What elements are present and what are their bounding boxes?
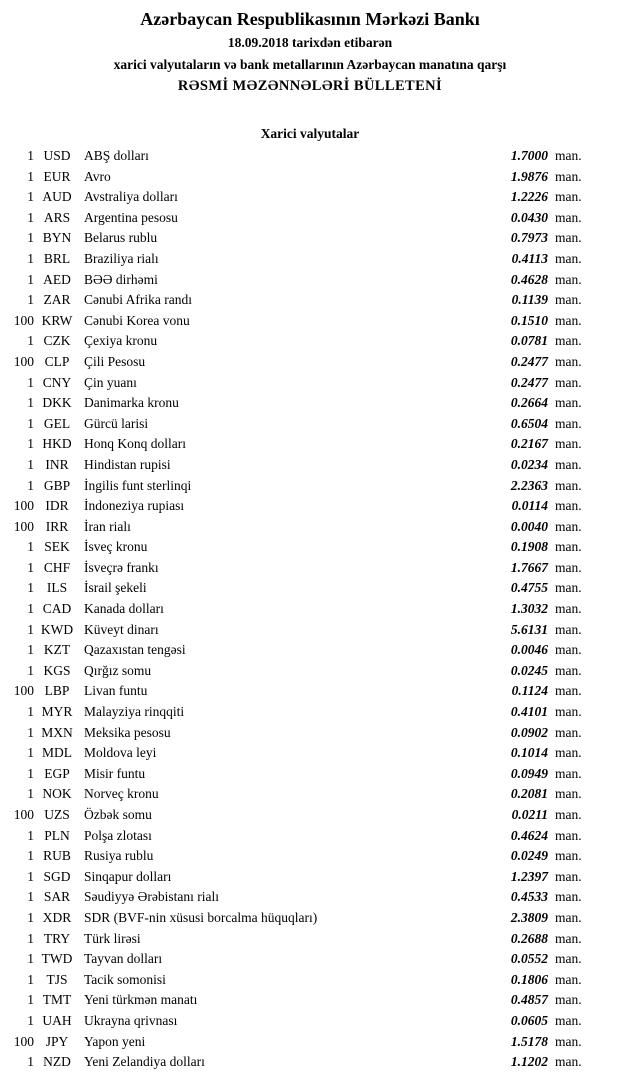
unit-cell: man. <box>555 642 582 658</box>
unit-cell: man. <box>555 353 582 369</box>
unit-cell: man. <box>555 683 582 699</box>
code-cell: ZAR <box>43 292 71 308</box>
name-cell: İsrail şekeli <box>84 580 147 596</box>
unit-cell: man. <box>555 601 582 617</box>
rate-row <box>4 537 592 558</box>
code-cell: MDL <box>42 745 72 761</box>
unit-cell: man. <box>555 704 582 720</box>
name-cell: Braziliya rialı <box>84 250 159 266</box>
rate-row <box>4 146 592 167</box>
code-cell: GBP <box>43 477 71 493</box>
rate-cell: 0.0245 <box>510 662 548 678</box>
unit-cell: man. <box>555 951 582 967</box>
rate-row <box>4 743 592 764</box>
rate-row <box>4 723 592 744</box>
rate-row <box>4 455 592 476</box>
rate-row <box>4 640 592 661</box>
qty-cell: 1 <box>27 930 34 946</box>
rate-row <box>4 476 592 497</box>
rate-row <box>4 1032 592 1053</box>
rate-cell: 0.0211 <box>511 807 548 822</box>
rate-row <box>4 414 592 435</box>
name-cell: Belarus rublu <box>84 230 158 246</box>
qty-cell: 1 <box>27 395 34 411</box>
rate-row <box>4 517 592 538</box>
qty-cell: 100 <box>13 1033 34 1049</box>
rate-cell: 0.2688 <box>510 930 548 946</box>
unit-cell: man. <box>555 456 582 472</box>
rate-row <box>4 805 592 826</box>
code-cell: TJS <box>46 971 68 987</box>
unit-cell: man. <box>555 786 582 802</box>
rate-cell: 5.6131 <box>510 621 548 637</box>
name-cell: Hindistan rupisi <box>84 456 171 472</box>
qty-cell: 1 <box>27 539 34 555</box>
rate-cell: 1.7667 <box>510 559 548 575</box>
code-cell: TRY <box>43 930 71 946</box>
rate-row <box>4 434 592 455</box>
rate-cell: 0.1014 <box>510 745 548 761</box>
qty-cell: 100 <box>13 807 34 822</box>
rate-cell: 2.3809 <box>510 909 548 925</box>
unit-cell: man. <box>555 189 582 205</box>
rate-cell: 0.2167 <box>510 436 548 452</box>
code-cell: PLN <box>44 827 70 843</box>
rate-cell: 0.0046 <box>510 642 548 658</box>
name-cell: Misir funtu <box>84 765 146 781</box>
unit-cell: man. <box>555 209 582 225</box>
code-cell: NZD <box>43 1054 71 1070</box>
qty-cell: 1 <box>27 374 34 390</box>
qty-cell: 1 <box>27 601 34 617</box>
qty-cell: 1 <box>27 909 34 925</box>
rate-cell: 1.2397 <box>510 868 548 884</box>
code-cell: CLP <box>44 353 70 369</box>
name-cell: Honq Konq dolları <box>84 436 186 452</box>
name-cell: İran rialı <box>84 518 131 534</box>
rate-row <box>4 620 592 641</box>
bulletin-header <box>0 6 620 98</box>
qty-cell: 1 <box>27 436 34 452</box>
rate-row <box>4 949 592 970</box>
qty-cell: 1 <box>27 230 34 246</box>
rate-row <box>4 352 592 373</box>
name-cell: Yapon yeni <box>84 1033 146 1049</box>
unit-cell: man. <box>555 539 582 555</box>
unit-cell: man. <box>555 724 582 740</box>
qty-cell: 1 <box>27 1054 34 1070</box>
bulletin-title: RƏSMİ MƏZƏNNƏLƏRİ BÜLLETENİ <box>177 78 443 94</box>
rate-row <box>4 187 592 208</box>
qty-cell: 100 <box>13 312 34 328</box>
unit-cell: man. <box>555 807 582 822</box>
rate-row <box>4 681 592 702</box>
rate-row <box>4 867 592 888</box>
unit-cell: man. <box>555 148 582 163</box>
code-cell: LBP <box>44 683 70 699</box>
code-cell: GEL <box>43 415 71 431</box>
rate-cell: 0.1510 <box>510 312 548 328</box>
unit-cell: man. <box>555 477 582 493</box>
unit-cell: man. <box>555 621 582 637</box>
code-cell: DKK <box>42 395 72 411</box>
unit-cell: man. <box>555 559 582 575</box>
unit-cell: man. <box>555 436 582 452</box>
name-cell: İngilis funt sterlinqi <box>84 477 192 493</box>
code-cell: AUD <box>42 189 72 205</box>
unit-cell: man. <box>555 1054 582 1070</box>
unit-cell: man. <box>555 374 582 390</box>
name-cell: Norveç kronu <box>84 786 159 802</box>
qty-cell: 1 <box>27 621 34 637</box>
unit-cell: man. <box>555 250 582 266</box>
rate-cell: 0.6504 <box>510 415 548 431</box>
qty-cell: 1 <box>27 724 34 740</box>
code-cell: SGD <box>43 868 71 884</box>
unit-cell: man. <box>555 889 582 905</box>
qty-cell: 1 <box>27 971 34 987</box>
subtitle-line: xarici valyutaların və bank metallarının Azərbaycan manatına qarşı <box>113 57 507 72</box>
rate-cell: 2.2363 <box>510 477 548 493</box>
code-cell: EGP <box>44 765 70 781</box>
name-cell: Tacik somonisi <box>84 971 166 987</box>
rate-cell: 0.1139 <box>511 292 548 308</box>
unit-cell: man. <box>555 168 582 184</box>
qty-cell: 1 <box>27 827 34 843</box>
qty-cell: 1 <box>27 415 34 431</box>
rate-row <box>4 167 592 188</box>
rate-row <box>4 270 592 291</box>
code-cell: TWD <box>41 951 73 967</box>
rate-cell: 0.0781 <box>510 333 548 349</box>
rate-row <box>4 826 592 847</box>
unit-cell: man. <box>555 827 582 843</box>
code-cell: CNY <box>42 374 72 390</box>
qty-cell: 1 <box>27 559 34 575</box>
rate-cell: 0.0605 <box>510 1012 548 1028</box>
code-cell: KGS <box>43 662 71 678</box>
rate-cell: 0.0114 <box>511 498 548 514</box>
code-cell: MYR <box>41 704 73 720</box>
rate-cell: 0.1908 <box>510 539 548 555</box>
rate-row <box>4 290 592 311</box>
rate-cell: 0.1806 <box>510 971 548 987</box>
unit-cell: man. <box>555 230 582 246</box>
name-cell: İsveçrə frankı <box>84 559 159 575</box>
code-cell: RUB <box>43 848 71 864</box>
unit-cell: man. <box>555 271 582 287</box>
rate-row <box>4 496 592 517</box>
qty-cell: 1 <box>27 848 34 864</box>
rate-cell: 0.0430 <box>510 209 548 225</box>
name-cell: Qırğız somu <box>84 662 152 678</box>
code-cell: TMT <box>42 992 72 1008</box>
qty-cell: 1 <box>27 580 34 596</box>
qty-cell: 1 <box>27 642 34 658</box>
code-cell: CHF <box>43 559 71 575</box>
rate-cell: 0.4113 <box>511 250 548 266</box>
rate-cell: 1.1202 <box>510 1054 548 1070</box>
name-cell: Cənubi Afrika randı <box>84 292 192 308</box>
name-cell: Polşa zlotası <box>84 827 152 843</box>
name-cell: Türk lirəsi <box>84 930 141 946</box>
code-cell: NOK <box>42 786 72 802</box>
rate-row <box>4 311 592 332</box>
name-cell: Malayziya rinqqiti <box>84 704 185 720</box>
rate-row <box>4 929 592 950</box>
rate-row <box>4 558 592 579</box>
rate-row <box>4 599 592 620</box>
qty-cell: 1 <box>27 889 34 905</box>
unit-cell: man. <box>555 765 582 781</box>
rate-cell: 0.0249 <box>510 848 548 864</box>
qty-cell: 1 <box>27 662 34 678</box>
qty-cell: 1 <box>27 189 34 205</box>
code-cell: IRR <box>45 518 69 534</box>
qty-cell: 100 <box>13 518 34 534</box>
code-cell: IDR <box>45 498 69 514</box>
rate-cell: 1.3032 <box>510 601 548 617</box>
name-cell: Yeni Zelandiya dolları <box>84 1054 205 1070</box>
qty-cell: 1 <box>27 148 34 163</box>
rate-row <box>4 373 592 394</box>
code-cell: SEK <box>44 539 70 555</box>
qty-cell: 1 <box>27 271 34 287</box>
rate-row <box>4 702 592 723</box>
name-cell: Avstraliya dolları <box>84 189 178 205</box>
unit-cell: man. <box>555 971 582 987</box>
unit-cell: man. <box>555 1012 582 1028</box>
rate-row <box>4 228 592 249</box>
unit-cell: man. <box>555 518 582 534</box>
name-cell: Çexiya kronu <box>84 333 158 349</box>
qty-cell: 1 <box>27 292 34 308</box>
qty-cell: 1 <box>27 250 34 266</box>
unit-cell: man. <box>555 992 582 1008</box>
code-cell: ILS <box>46 580 68 596</box>
unit-cell: man. <box>555 909 582 925</box>
name-cell: ABŞ dolları <box>84 148 149 163</box>
name-cell: Danimarka kronu <box>84 395 179 411</box>
unit-cell: man. <box>555 395 582 411</box>
code-cell: AED <box>43 271 71 287</box>
rate-row <box>4 661 592 682</box>
rate-cell: 0.7973 <box>510 230 548 246</box>
code-cell: UZS <box>44 807 70 822</box>
code-cell: BRL <box>43 250 71 266</box>
rate-row <box>4 990 592 1011</box>
name-cell: İndoneziya rupiası <box>84 498 185 514</box>
name-cell: İsveç kronu <box>84 539 148 555</box>
unit-cell: man. <box>555 580 582 596</box>
rate-row <box>4 331 592 352</box>
unit-cell: man. <box>555 930 582 946</box>
name-cell: SDR (BVF-nin xüsusi borcalma hüquqları) <box>84 909 318 925</box>
code-cell: MXN <box>41 724 73 740</box>
code-cell: CZK <box>43 333 71 349</box>
rate-row <box>4 249 592 270</box>
qty-cell: 1 <box>27 765 34 781</box>
name-cell: Cənubi Korea vonu <box>84 312 190 328</box>
name-cell: Gürcü larisi <box>84 415 149 431</box>
qty-cell: 1 <box>27 1012 34 1028</box>
qty-cell: 100 <box>13 683 34 699</box>
name-cell: Yeni türkmən manatı <box>84 992 198 1008</box>
effective-date-line: 18.09.2018 tarixdən etibarən <box>227 35 393 50</box>
qty-cell: 1 <box>27 992 34 1008</box>
name-cell: Çili Pesosu <box>84 353 146 369</box>
rate-cell: 0.4624 <box>510 827 548 843</box>
qty-cell: 1 <box>27 951 34 967</box>
rate-cell: 0.4755 <box>510 580 548 596</box>
rate-cell: 0.0234 <box>510 456 548 472</box>
code-cell: JPY <box>45 1033 69 1049</box>
unit-cell: man. <box>555 1033 582 1049</box>
qty-cell: 1 <box>27 704 34 720</box>
code-cell: XDR <box>42 909 72 925</box>
qty-cell: 1 <box>27 168 34 184</box>
rate-cell: 0.0902 <box>510 724 548 740</box>
qty-cell: 1 <box>27 333 34 349</box>
unit-cell: man. <box>555 662 582 678</box>
rate-cell: 0.4628 <box>510 271 548 287</box>
qty-cell: 1 <box>27 209 34 225</box>
rate-cell: 0.0552 <box>510 951 548 967</box>
rate-row <box>4 578 592 599</box>
name-cell: Meksika pesosu <box>84 724 171 740</box>
rate-cell: 0.0040 <box>510 518 548 534</box>
name-cell: Tayvan dolları <box>84 951 163 967</box>
name-cell: Moldova leyi <box>84 745 157 761</box>
code-cell: SAR <box>43 889 71 905</box>
rate-row <box>4 887 592 908</box>
code-cell: BYN <box>42 230 72 246</box>
name-cell: Livan funtu <box>84 683 148 699</box>
qty-cell: 100 <box>13 353 34 369</box>
name-cell: Çin yuanı <box>84 374 137 390</box>
rate-row <box>4 970 592 991</box>
code-cell: ARS <box>43 209 71 225</box>
name-cell: Səudiyyə Ərəbistanı rialı <box>84 889 219 905</box>
rate-row <box>4 208 592 229</box>
unit-cell: man. <box>555 498 582 514</box>
code-cell: INR <box>45 456 69 472</box>
rate-row <box>4 764 592 785</box>
rate-cell: 0.1124 <box>511 683 548 699</box>
name-cell: Qazaxıstan tengəsi <box>84 642 186 658</box>
rate-cell: 1.2226 <box>510 189 548 205</box>
rate-row <box>4 1011 592 1032</box>
unit-cell: man. <box>555 333 582 349</box>
unit-cell: man. <box>555 292 582 308</box>
rate-cell: 1.9876 <box>510 168 548 184</box>
name-cell: Rusiya rublu <box>84 848 154 864</box>
qty-cell: 1 <box>27 456 34 472</box>
rate-cell: 0.2477 <box>510 374 548 390</box>
name-cell: Küveyt dinarı <box>84 621 159 637</box>
rate-cell: 0.4857 <box>510 992 548 1008</box>
code-cell: KRW <box>41 312 73 328</box>
name-cell: Kanada dolları <box>84 601 164 617</box>
rate-cell: 0.2664 <box>510 395 548 411</box>
code-cell: USD <box>43 148 71 163</box>
unit-cell: man. <box>555 312 582 328</box>
rate-cell: 0.4101 <box>510 704 548 720</box>
rates-table-body <box>0 146 620 1073</box>
code-cell: EUR <box>43 168 71 184</box>
unit-cell: man. <box>555 415 582 431</box>
rate-row <box>4 393 592 414</box>
name-cell: Özbək somu <box>84 807 152 822</box>
code-cell: HKD <box>42 436 72 452</box>
name-cell: Ukrayna qrivnası <box>84 1012 178 1028</box>
qty-cell: 1 <box>27 745 34 761</box>
code-cell: UAH <box>42 1012 72 1028</box>
qty-cell: 1 <box>27 786 34 802</box>
name-cell: Avro <box>84 168 111 184</box>
code-cell: KWD <box>40 621 74 637</box>
rate-row <box>4 846 592 867</box>
name-cell: Sinqapur dolları <box>84 868 172 884</box>
qty-cell: 1 <box>27 868 34 884</box>
bank-title: Azərbaycan Respublikasının Mərkəzi Bankı <box>140 9 480 29</box>
rate-cell: 1.5178 <box>510 1033 548 1049</box>
section-title-foreign-currencies: Xarici valyutalar <box>260 126 360 141</box>
code-cell: CAD <box>42 601 72 617</box>
rate-row <box>4 908 592 929</box>
rate-row <box>4 784 592 805</box>
code-cell: KZT <box>43 642 71 658</box>
qty-cell: 100 <box>13 498 34 514</box>
rate-row <box>4 1052 592 1073</box>
rate-cell: 0.2081 <box>510 786 548 802</box>
rate-cell: 0.2477 <box>510 353 548 369</box>
unit-cell: man. <box>555 868 582 884</box>
name-cell: BƏƏ dirhəmi <box>84 271 158 287</box>
rate-cell: 0.0949 <box>510 765 548 781</box>
rate-cell: 0.4533 <box>510 889 548 905</box>
rate-cell: 1.7000 <box>510 148 548 163</box>
unit-cell: man. <box>555 848 582 864</box>
name-cell: Argentina pesosu <box>84 209 178 225</box>
unit-cell: man. <box>555 745 582 761</box>
qty-cell: 1 <box>27 477 34 493</box>
